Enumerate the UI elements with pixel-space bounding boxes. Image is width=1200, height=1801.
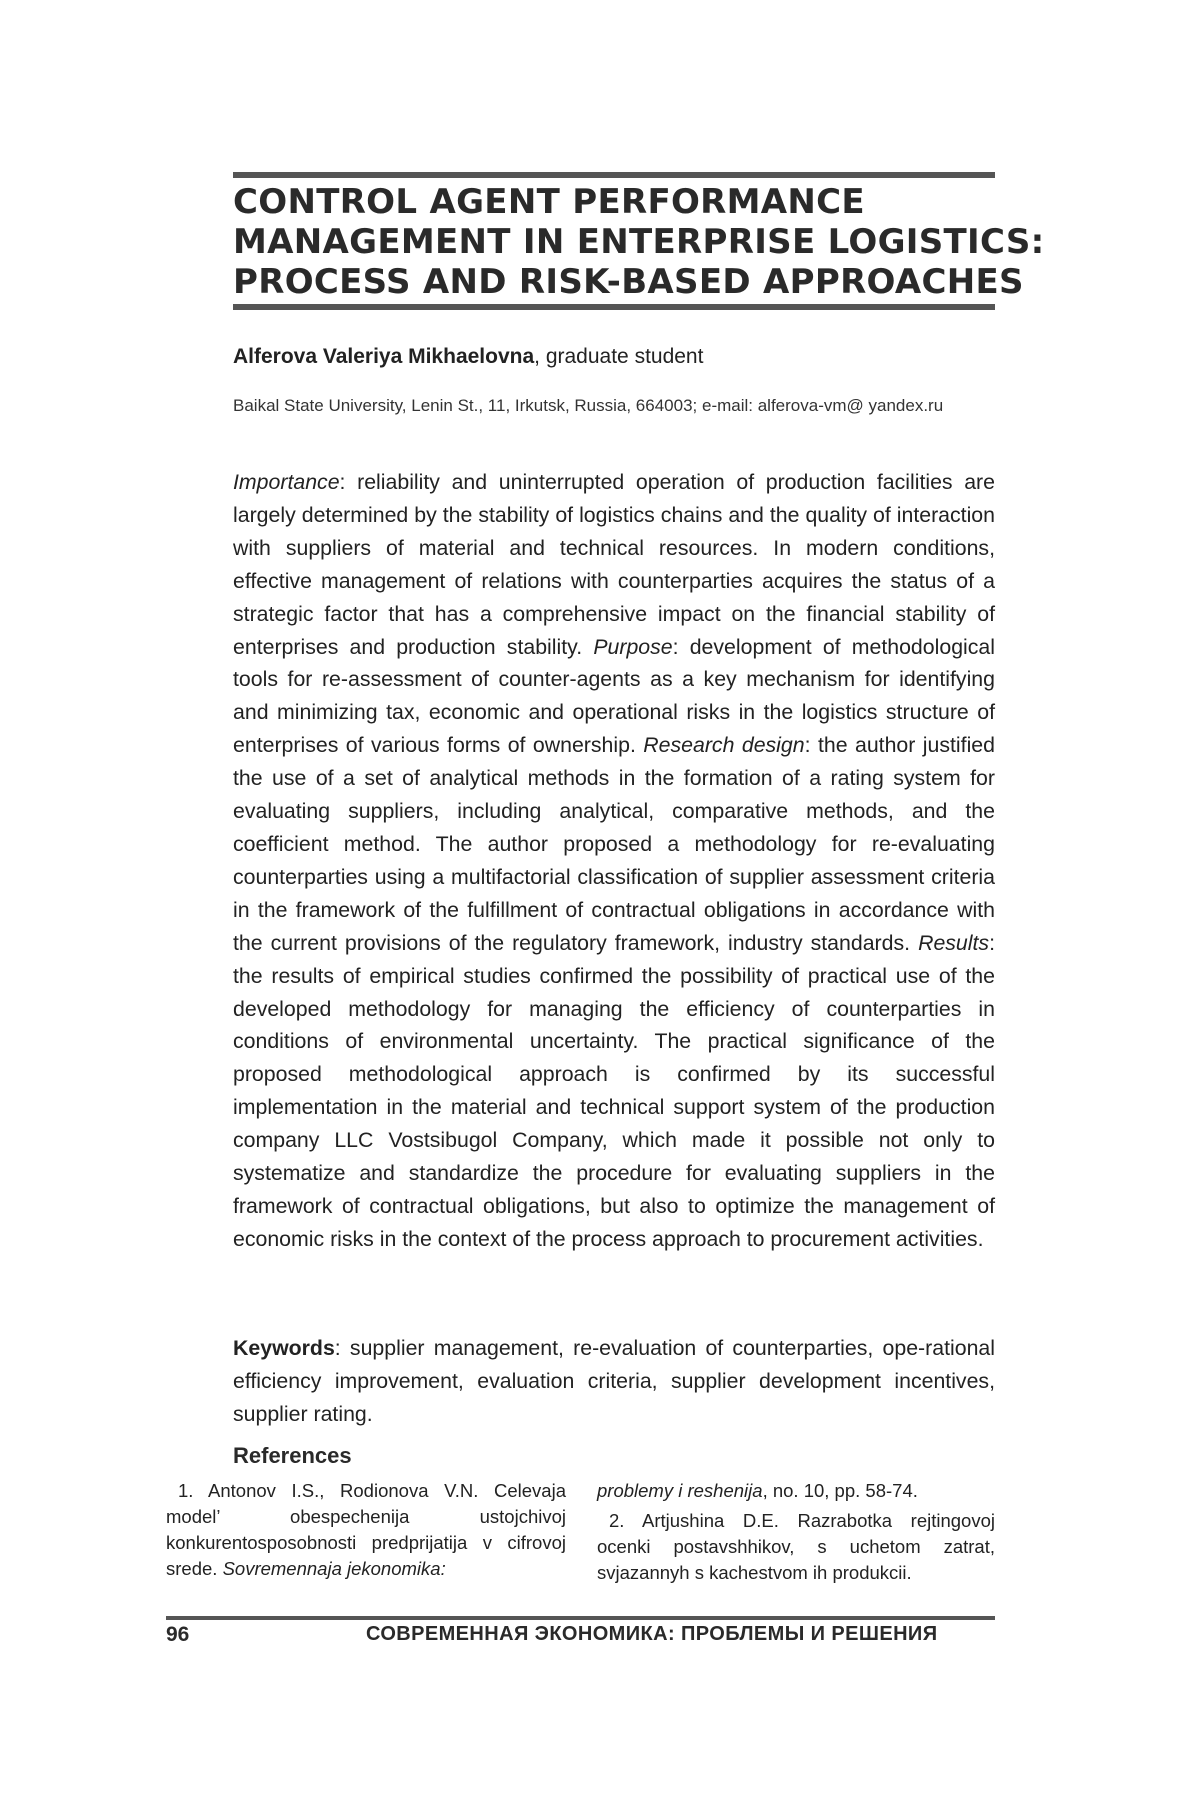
results-text: : the results of empirical studies confirmed the possibility of practical use of the developed methodology for managing the efficiency of counterparties in conditions of environmental uncertainty. The practical significance of the proposed methodological approach is confirmed by its successful implementation in the material and technical support system of the production company LLC Vostsibugol Company, which made it possible not only to systematize and standardize the procedure for evaluating suppliers in the framework of contractual obligations, but also to optimize the management of economic risks in the context of the process approach to procurement activities. bbox=[233, 930, 995, 1251]
article-title bbox=[233, 182, 1045, 302]
references-column-left bbox=[166, 1478, 566, 1582]
keywords bbox=[233, 1332, 995, 1431]
purpose-label: Purpose bbox=[593, 634, 673, 659]
keywords-text: : supplier management, re-evaluation of counterparties, ope-rational efficiency improvement, evaluation criteria, supplier development incentives, supplier rating. bbox=[233, 1336, 995, 1426]
author-name: Alferova Valeriya Mikhaelovna bbox=[233, 345, 535, 368]
references-column-right bbox=[597, 1478, 995, 1586]
reference-text: 1. Antonov I.S., Rodionova V.N. Celevaja model’ obespechenija ustojchivoj konkurentosposobnosti predprijatija v cifrovoj srede. bbox=[166, 1480, 566, 1579]
purpose-text: : development of methodological tools for re-assessment of counter-agents as a key mechanism for identifying and minimizing tax, economic and operational risks in the logistics structure of enterprises of various forms of ownership. bbox=[233, 634, 995, 758]
author-affiliation: Baikal State University, Lenin St., 11, Irkutsk, Russia, 664003; e-mail: alferova-vm@ yandex.ru bbox=[233, 396, 944, 415]
author-line bbox=[233, 343, 995, 371]
footer-rule bbox=[166, 1616, 995, 1620]
title-line: PROCESS AND RISK-BASED APPROACHES bbox=[233, 262, 1024, 302]
reference-item: 2. Artjushina D.E. Razrabotka rejtingovoj ocenki postavshhikov, s uchetom zatrat, svjazannyh s kachestvom ih produkcii. bbox=[597, 1510, 995, 1583]
keywords-label: Keywords bbox=[233, 1336, 335, 1360]
author-role: , graduate student bbox=[534, 345, 704, 368]
journal-name: СОВРЕМЕННАЯ ЭКОНОМИКА: ПРОБЛЕМЫ И РЕШЕНИЯ bbox=[366, 1623, 938, 1645]
importance-label: Importance bbox=[233, 470, 340, 494]
research-design-text: : the author justified the use of a set of analytical methods in the formation of a rating system for evaluating suppliers, including analytical, comparative methods, and the coefficient method. The author proposed a methodology for re-evaluating counterparties using a multifactorial classification of supplier assessment criteria in the framework of the fulfillment of contractual obligations in accordance with the current provisions of the regulatory framework, industry standards. bbox=[233, 733, 995, 955]
title-top-rule bbox=[233, 172, 995, 178]
page-number: 96 bbox=[166, 1623, 190, 1646]
title-line: MANAGEMENT IN ENTERPRISE LOGISTICS: bbox=[233, 222, 1045, 262]
results-label: Results bbox=[918, 930, 990, 955]
abstract bbox=[233, 466, 995, 1256]
reference-journal: Sovremennaja jekonomika: bbox=[222, 1558, 446, 1579]
reference-text: , no. 10, pp. 58-74. bbox=[762, 1480, 918, 1501]
reference-item bbox=[166, 1478, 566, 1582]
references-heading: References bbox=[233, 1443, 352, 1468]
title-line: CONTROL AGENT PERFORMANCE bbox=[233, 182, 865, 222]
title-bottom-rule bbox=[233, 304, 995, 310]
research-design-label: Research design bbox=[643, 733, 805, 758]
importance-text: : reliability and uninterrupted operation of production facilities are largely determined by the stability of logistics chains and the quality of interaction with suppliers of material and technical resources. In modern conditions, effective management of relations with counterparties acquires the status of a strategic factor that has a comprehensive impact on the financial stability of enterprises and production stability. bbox=[233, 470, 995, 659]
reference-continuation bbox=[597, 1478, 995, 1504]
reference-journal: problemy i reshenija bbox=[597, 1480, 763, 1501]
